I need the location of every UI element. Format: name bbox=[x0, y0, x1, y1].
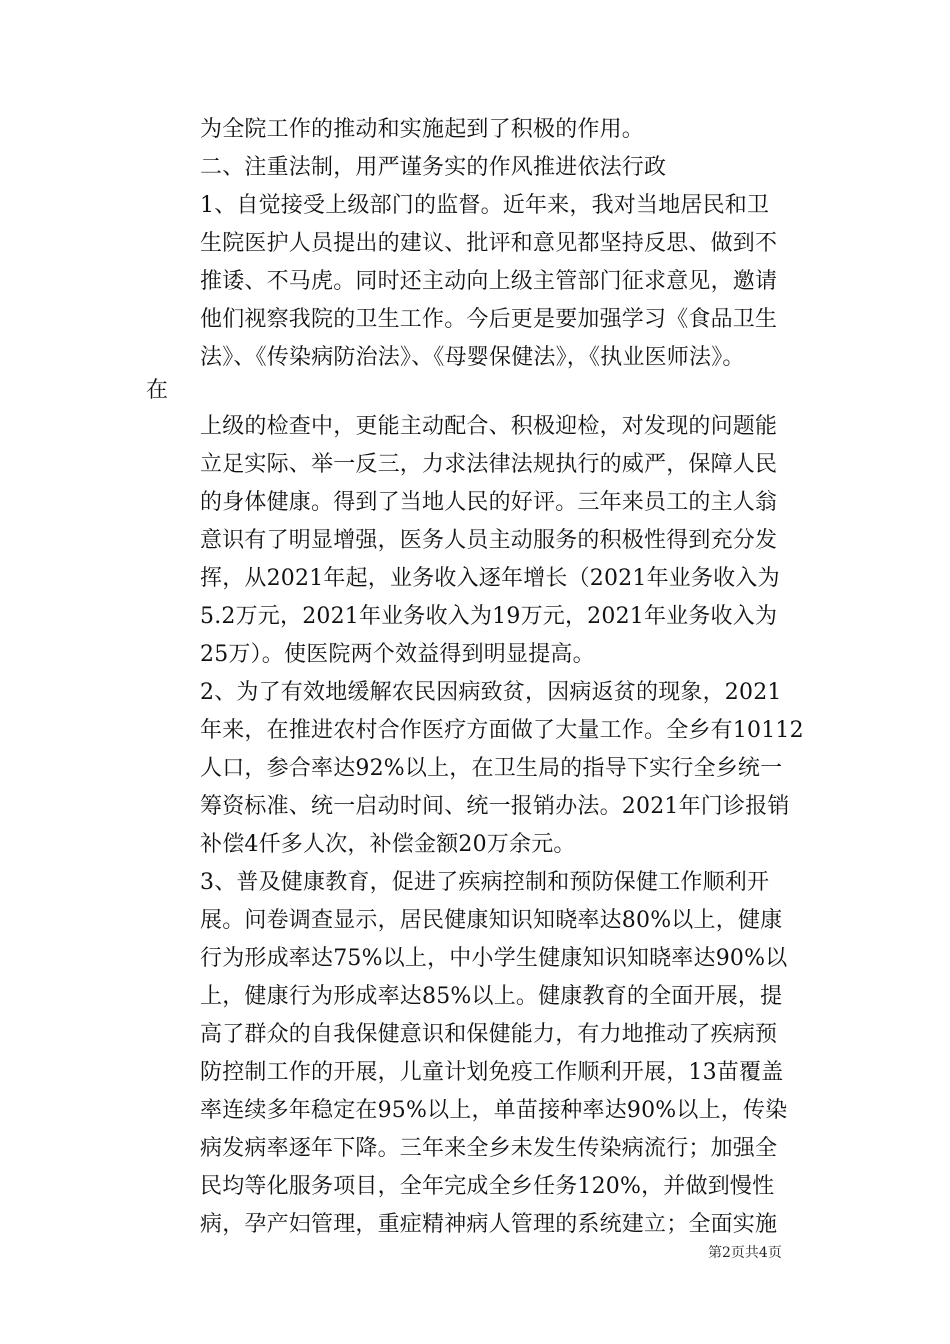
body-text-line: 年来，在推进农村合作医疗方面做了大量工作。全乡有10112 bbox=[200, 718, 804, 743]
body-text-line: 行为形成率达75%以上，中小学生健康知识知晓率达90%以 bbox=[200, 946, 788, 971]
body-text-line: 25万）。使医院两个效益得到明显提高。 bbox=[200, 642, 595, 667]
body-text-line: 3、普及健康教育，促进了疾病控制和预防保健工作顺利开 bbox=[200, 870, 770, 895]
body-text-line: 的身体健康。得到了当地人民的好评。三年来员工的主人翁 bbox=[200, 490, 778, 515]
body-text-line: 展。问卷调查显示，居民健康知识知晓率达80%以上，健康 bbox=[200, 908, 783, 933]
body-text-line: 1、自觉接受上级部门的监督。近年来，我对当地居民和卫 bbox=[200, 193, 770, 218]
body-text-line: 病，孕产妇管理，重症精神病人管理的系统建立；全面实施 bbox=[200, 1212, 778, 1237]
body-text-line: 立足实际、举一反三，力求法律法规执行的威严，保障人民 bbox=[200, 452, 778, 477]
body-text-line: 生院医护人员提出的建议、批评和意见都坚持反思、做到不 bbox=[200, 231, 778, 256]
body-text-line: 推诿、不马虎。同时还主动向上级主管部门征求意见，邀请 bbox=[200, 269, 778, 294]
body-text-line: 防控制工作的开展，儿童计划免疫工作顺利开展，13苗覆盖 bbox=[200, 1060, 784, 1085]
body-text-line: 2、为了有效地缓解农民因病致贫，因病返贫的现象，2021 bbox=[200, 680, 782, 705]
body-text-line: 挥，从2021年起，业务收入逐年增长（2021年业务收入为 bbox=[200, 566, 780, 591]
body-text-line: 上级的检查中，更能主动配合、积极迎检，对发现的问题能 bbox=[200, 414, 778, 439]
body-text-line: 意识有了明显增强，医务人员主动服务的积极性得到充分发 bbox=[200, 528, 778, 553]
page-number-footer: 第2页共4页 bbox=[708, 1245, 782, 1261]
body-text-line: 他们视察我院的卫生工作。今后更是要加强学习《食品卫生 bbox=[200, 307, 778, 332]
body-text-line: 为全院工作的推动和实施起到了积极的作用。 bbox=[200, 117, 645, 142]
body-text-line: 5.2万元，2021年业务收入为19万元，2021年业务收入为 bbox=[200, 604, 778, 629]
body-text-line: 筹资标准、统一启动时间、统一报销办法。2021年门诊报销 bbox=[200, 794, 790, 819]
body-text-line: 法》、《传染病防治法》、《母婴保健法》，《执业医师法》。 bbox=[200, 345, 745, 370]
body-text-line: 率连续多年稳定在95%以上，单苗接种率达90%以上，传染 bbox=[200, 1098, 788, 1123]
body-text-line: 高了群众的自我保健意识和保健能力，有力地推动了疾病预 bbox=[200, 1022, 778, 1047]
body-text-line: 病发病率逐年下降。三年来全乡未发生传染病流行；加强全 bbox=[200, 1136, 778, 1161]
body-text-line: 在 bbox=[146, 378, 169, 403]
body-text-line: 民均等化服务项目，全年完成全乡任务120%，并做到慢性 bbox=[200, 1174, 775, 1199]
section-heading: 二、注重法制，用严谨务实的作风推进依法行政 bbox=[200, 155, 667, 180]
body-text-line: 人口，参合率达92%以上，在卫生局的指导下实行全乡统一 bbox=[200, 756, 783, 781]
body-text-line: 补偿4仟多人次，补偿金额20万余元。 bbox=[200, 832, 576, 857]
body-text-line: 上，健康行为形成率达85%以上。健康教育的全面开展，提 bbox=[200, 984, 783, 1009]
